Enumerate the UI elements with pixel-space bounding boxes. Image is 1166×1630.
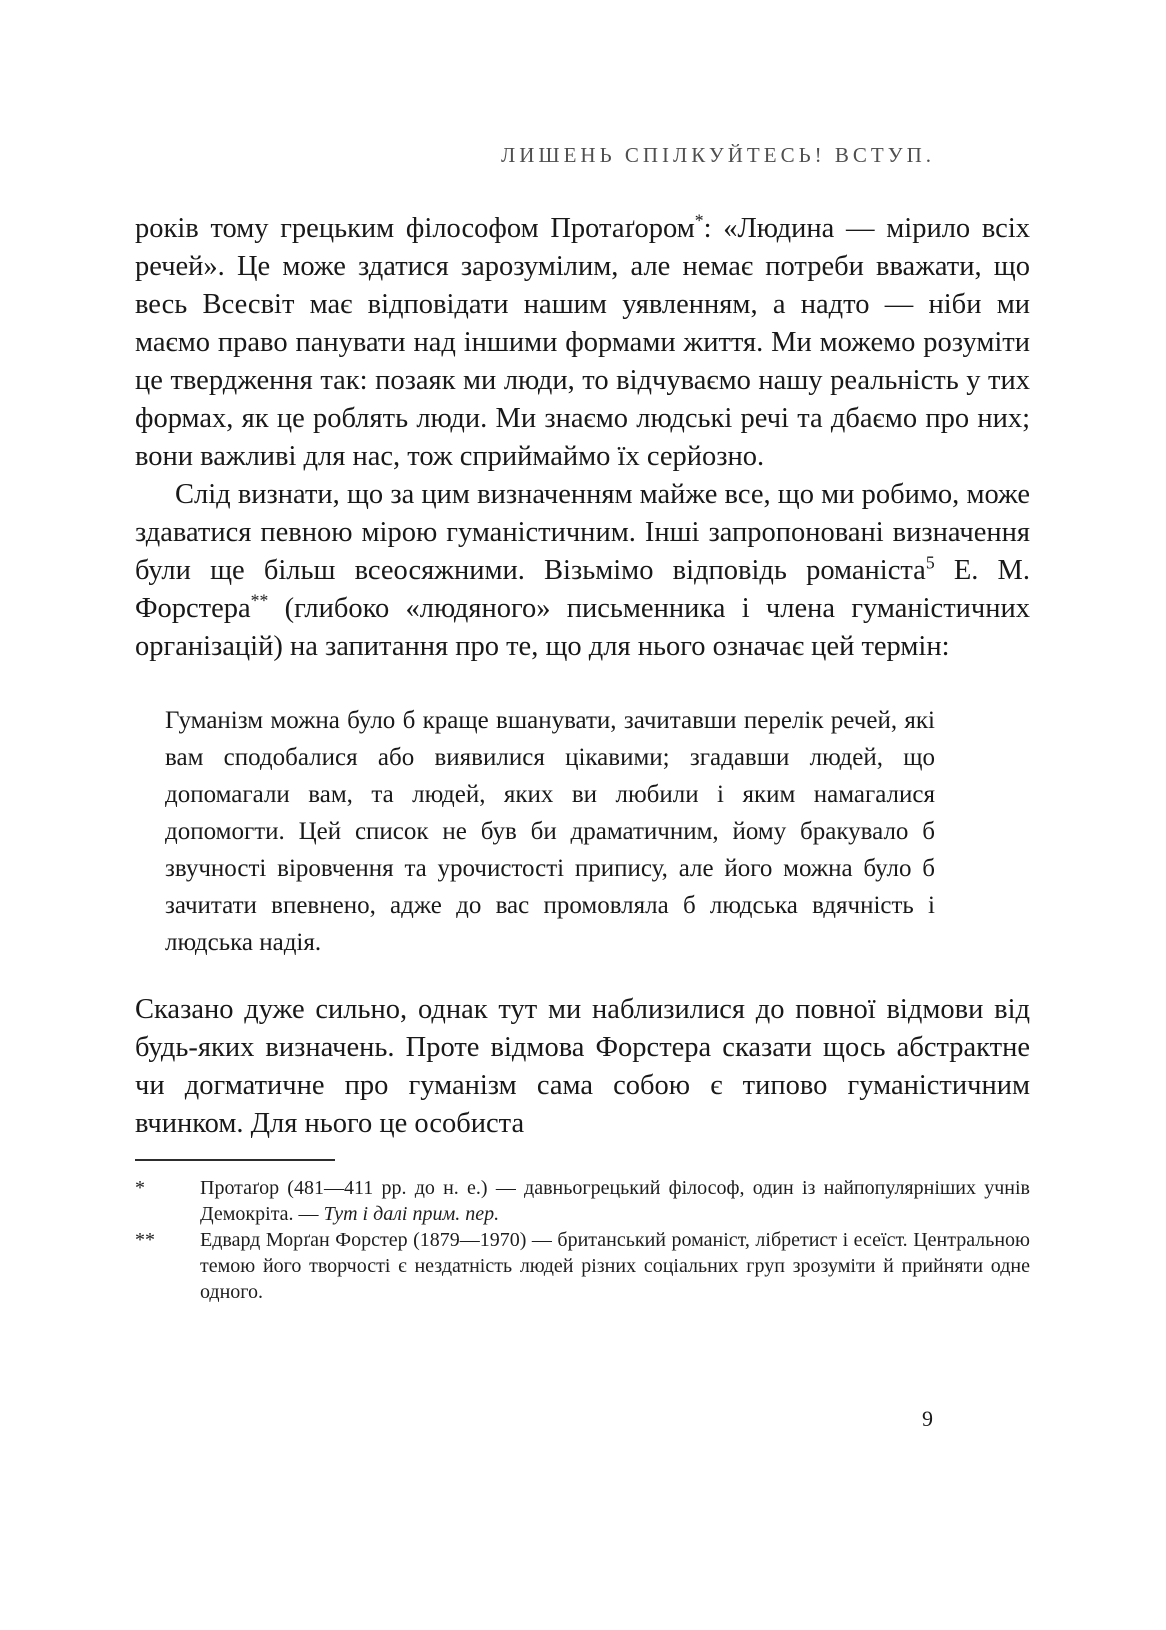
block-quote: Гуманізм можна було б краще вшанувати, зачитавши перелік речей, які вам сподобалися або виявилися цікавими; згадавши людей, що допомагали вам, та людей, яких ви любили і яким намагалися допомогти. Цей список не був би драматичним, йому бракувало б звучності віровчення та урочистості припису, але його можна було б зачитати впевнено, адже до вас промовляла б людська вдячність і людська надія.	[165, 707, 935, 956]
running-header: ЛИШЕНЬ СПІЛКУЙТЕСЬ! ВСТУП.	[500, 143, 935, 167]
footnote-ref-asterisk: *	[694, 210, 704, 231]
paragraph-2-text-b: Е. М. Форстера	[135, 555, 1030, 624]
footnote-1-text-italic: Тут і далі прим. пер.	[323, 1203, 500, 1225]
footnote-ref-double-asterisk: **	[250, 590, 269, 611]
footnote-2	[135, 1227, 1030, 1305]
page-number: 9	[922, 1406, 933, 1431]
paragraph-1-text-b: : «Людина — мірило всіх речей». Це може здатися зарозумілим, але немає потреби вважати, що весь Всесвіт має відповідати нашим уявленням, а надто — ніби ми маємо право панувати над іншими формами життя. Ми можемо розуміти це твердження так: позаяк ми люди, то відчуваємо нашу реальність у тих формах, як це роблять люди. Ми знаємо людські речі та дбаємо про них; вони важливі для нас, тож сприймаймо їх серйозно.	[135, 213, 1030, 472]
footnotes-section	[135, 1159, 1030, 1305]
footnote-1	[135, 1175, 1030, 1227]
footnote-2-marker: **	[135, 1229, 155, 1251]
paragraph-2-text-a: Слід визнати, що за цим визначенням майже все, що ми робимо, може здаватися певною мірою гуманістичним. Інші запропоновані визначення були ще більш всеосяжними. Візьмімо відповідь романіста	[135, 479, 1030, 586]
paragraph-1-text-a: років тому грецьким філософом Протаґором	[135, 213, 695, 244]
footnote-1-text-normal: Протаґор (481—411 рр. до н. е.) — давньогрецький філософ, один із найпопулярніших учнів Демокріта. —	[200, 1177, 1030, 1225]
paragraph-2-text-c: (глибоко «людяного» письменника і члена гуманістичних організацій) на запитання про те, що для нього означає цей термін:	[135, 593, 1030, 662]
paragraph-2	[135, 476, 1030, 666]
footnote-2-text	[200, 1229, 1030, 1303]
paragraph-3: Сказано дуже сильно, однак тут ми наблизилися до повної відмови від будь-яких визначень. Проте відмова Форстера сказати щось абстрактне чи догматичне про гуманізм сама собою є типово гуманістичним вчинком. Для нього це особиста	[135, 994, 1030, 1139]
footnote-2-text-normal: Едвард Морґан Форстер (1879—1970) — британський романіст, лібретист і есеїст. Центральною темою його творчості є нездатність людей різних соціальних груп зрозуміти й прийняти одне одного.	[200, 1229, 1030, 1303]
footnote-1-text	[200, 1177, 1030, 1225]
paragraph-1	[135, 210, 1030, 476]
footnote-ref-5: 5	[925, 552, 935, 573]
footnote-1-marker: *	[135, 1177, 145, 1199]
footnote-separator	[135, 1159, 335, 1161]
